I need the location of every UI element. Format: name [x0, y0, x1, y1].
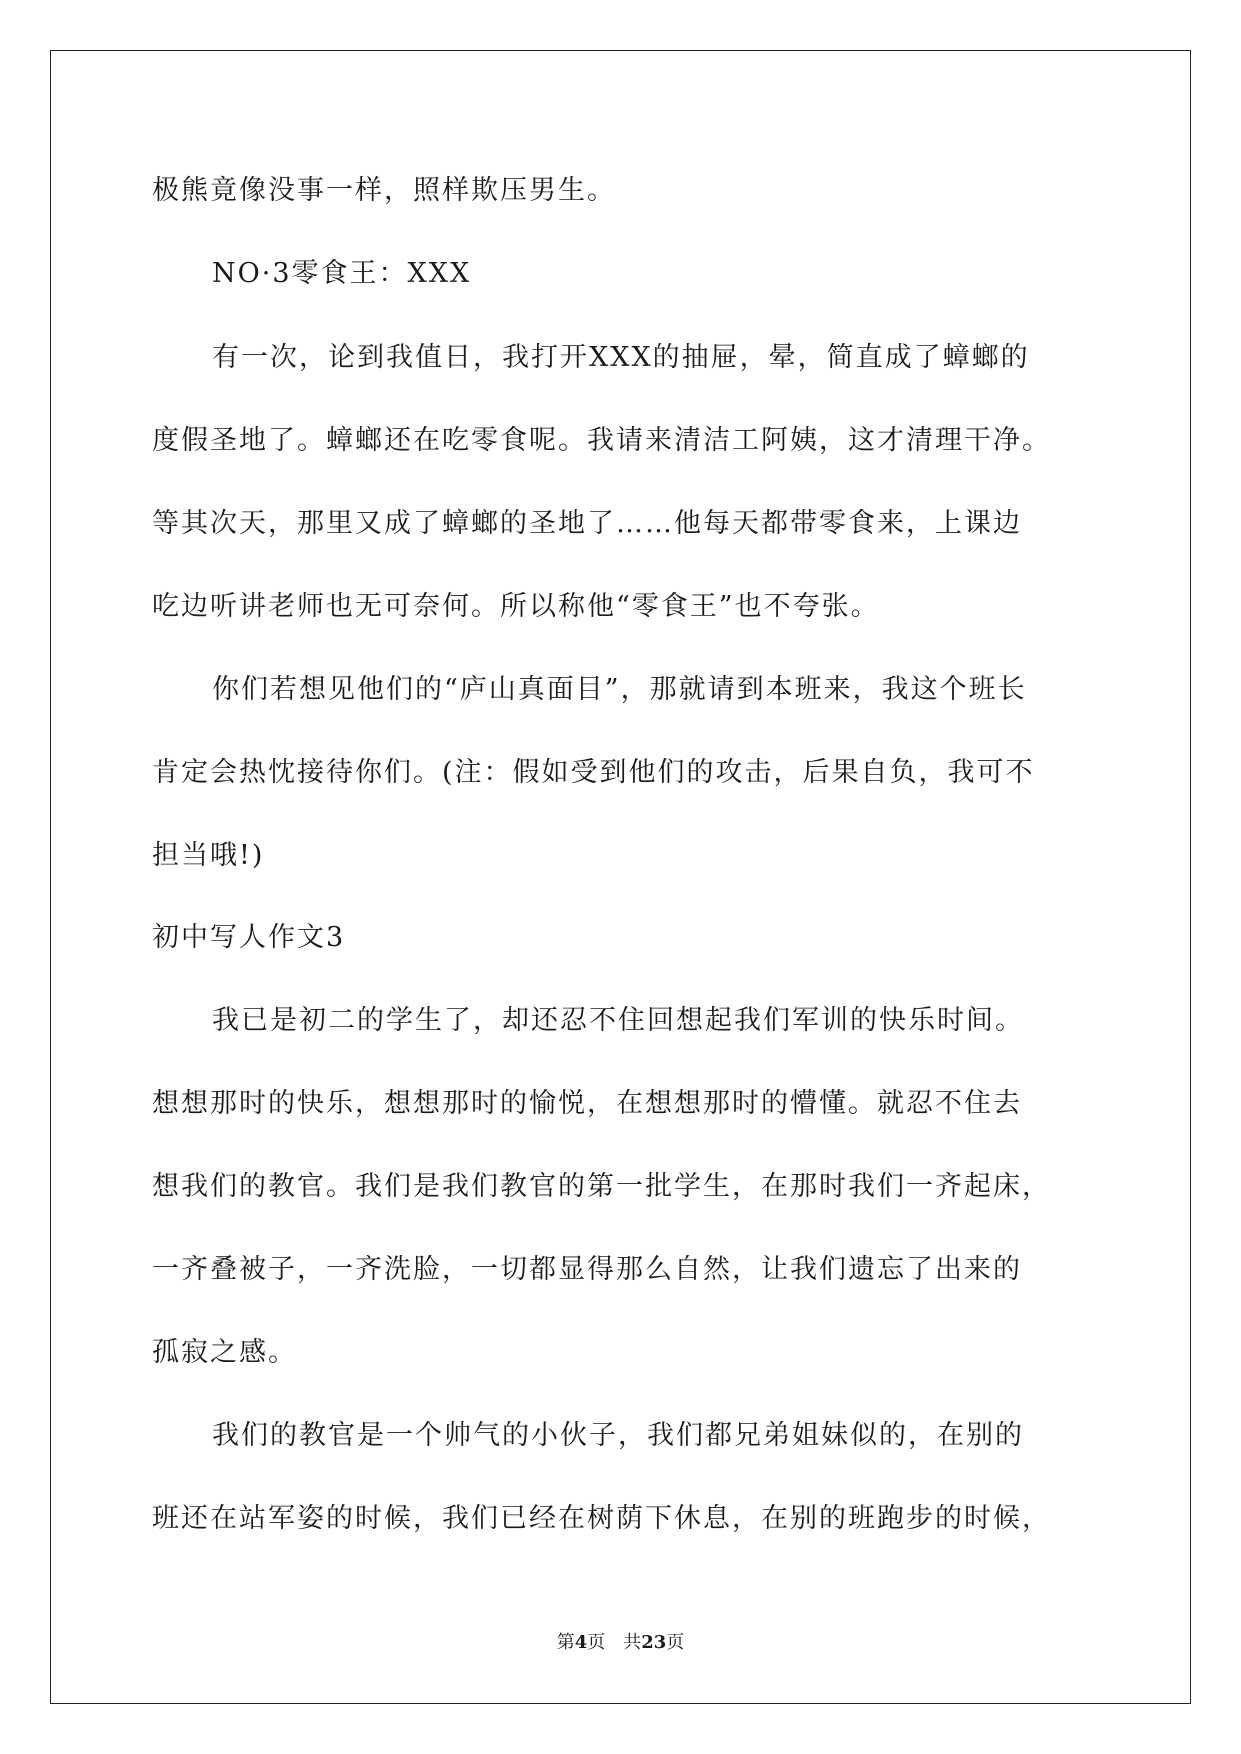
total-pages-number: 23	[641, 1632, 667, 1653]
text-line: 担当哦!)	[152, 840, 265, 871]
text-line: 极熊竟像没事一样，照样欺压男生。	[152, 175, 616, 206]
footer-prefix: 第	[556, 1632, 575, 1653]
text-line: 想我们的教官。我们是我们教官的第一批学生，在那时我们一齐起床，	[152, 1171, 1051, 1202]
text-line: 孤寂之感。	[152, 1337, 297, 1368]
text-line: 肯定会热忱接待你们。(注：假如受到他们的攻击，后果自负，我可不	[152, 757, 1035, 788]
text-line: 你们若想见他们的“庐山真面目”，那就请到本班来，我这个班长	[212, 674, 1027, 705]
section-heading: 初中写人作文3	[152, 922, 346, 953]
footer-mid: 页 共	[587, 1632, 642, 1653]
text-line: 一齐叠被子，一齐洗脸，一切都显得那么自然，让我们遗忘了出来的	[152, 1254, 1022, 1285]
text-line: 度假圣地了。蟑螂还在吃零食呢。我请来清洁工阿姨，这才清理干净。	[152, 425, 1051, 456]
text-line: 想想那时的快乐，想想那时的愉悦，在想想那时的懵懂。就忍不住去	[152, 1088, 1022, 1119]
footer-suffix: 页	[666, 1632, 685, 1653]
text-line: 我们的教官是一个帅气的小伙子，我们都兄弟姐妹似的，在别的	[212, 1420, 1024, 1451]
text-line: 我已是初二的学生了，却还忍不住回想起我们军训的快乐时间。	[212, 1005, 1024, 1036]
text-line: 等其次天，那里又成了蟑螂的圣地了……他每天都带零食来，上课边	[152, 508, 1022, 539]
text-line: NO·3零食王：XXX	[212, 258, 472, 289]
page-border	[50, 50, 1191, 1704]
page-footer	[0, 1628, 1241, 1654]
text-line: 吃边听讲老师也无可奈何。所以称他“零食王”也不夸张。	[152, 591, 880, 622]
text-line: 有一次，论到我值日，我打开XXX的抽屉，晕，简直成了蟑螂的	[212, 342, 1030, 373]
text-line: 班还在站军姿的时候，我们已经在树荫下休息，在别的班跑步的时候，	[152, 1503, 1051, 1534]
current-page-number: 4	[574, 1632, 588, 1653]
